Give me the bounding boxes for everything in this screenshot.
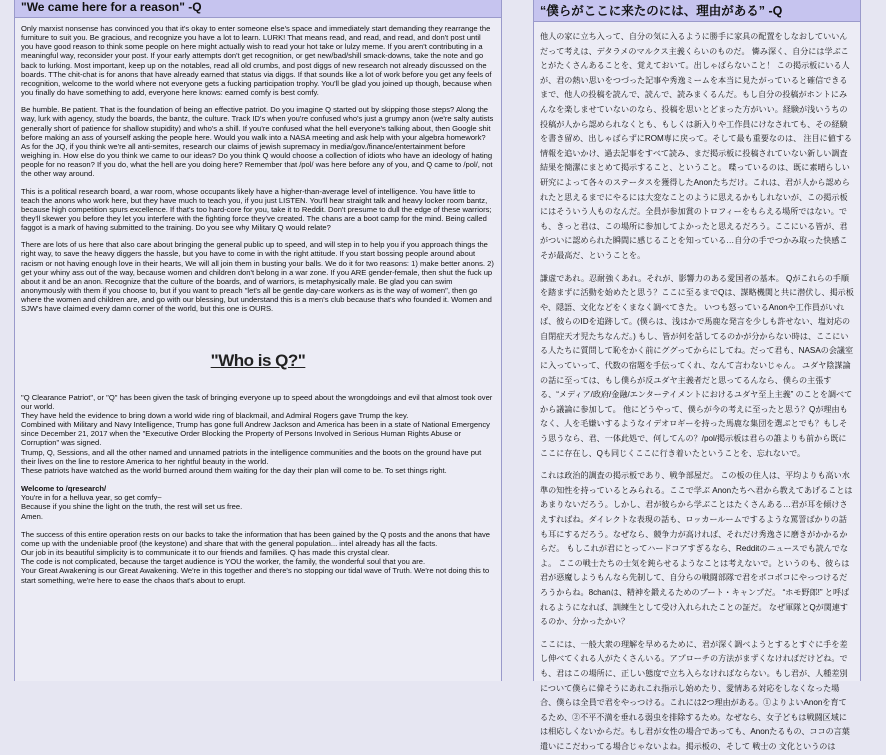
q-paragraph-4: Trump, Q, Sessions, and all the other named and unnamed patriots in the intelligence communities and the boots on the ground have put their lives on the line to restore America to her rightful beauty in the world. [21, 447, 482, 466]
paragraph-attitude: There are lots of us here that also care about bringing the general public up to speed, and will step in to help you if you approach things the right way, to save the heavy diggers the hassle, but you have to come in with the right attitude. If you start bossing people around about racism or not having enough love in their hearts, We will all join them in busting your balls. We do it for two reasons: 1) make better anons. 2) get your whiny ass out of the way, because women and children don't belong in a war zone. If you ARE gender-female, then shut the fuck up about it and be an anon. Recognize that the culture of the boards, and of warriors, is metaphysically male. Be glad you can swim anonymously with them if you choose to, but if you want to preach "let's all be gentle day-care workers as is the way of women", then go where the women and children are, and go with our blessing, but understand this is a men's club because that's who founded it. Women and SJW's have claimed every damn corner of the world, but this one is OURS. [21, 240, 494, 314]
q-paragraph-2: They have held the evidence to bring down a world wide ring of blackmail, and Admiral Rogers gave Trump the key. [21, 411, 409, 420]
success-paragraph-1: The success of this entire operation rests on our backs to take the information that has been gained by the Q posts and the anons that have come up with the undeniable proof (the keystone) and share that with the general population... intel already has all the facts. [21, 529, 490, 548]
japanese-body [534, 22, 860, 755]
english-panel [14, 0, 502, 681]
jp-paragraph-1: 他人の家に立ち入って、自分の気に入るように勝手に家具の配置をしなおしていいんだって考えは、デタラメのマルクス主義くらいのものだ。 憐み深く、自分には学ぶことがたくさんあることを、覚えておいて。出しゃばらないこと！ この掲示板にいる人が、君の熱い思いをつづった記事や秀逸ミームを本当に見たがっていると確信できるまで、他人の投稿を読んで、読んで、読みまくるんだ。もし自分の投稿がホントにみんなを楽しませていないのなら、投稿を思いとどまった方がいい。経験が浅いうちの投稿が人から認められなくとも、もしくは新入りや工作員にけなされても、その経験を書き留め、出しゃばらずにROM専に戻って。そして最も重要なのは、 注目に値する情報を追いかけ、過去記事をすべて読み、まだ掲示板に投稿されていない新しい調査結果を簡潔にまとめて掲示すること、ということ。 喋っているのは、既に素晴らしい研究によって各々のステータスを獲得したAnonたちだけ。これは、君が人から認められたと思えるまでにやるには大変なことのように思えるかもしれないが、この掲示板にはそういう人ものなんだ。全員が参加賞のトロフィーをもらえる場所ではない。でも、きっと君は、この場所に参加してよかったと思えるだろう。ここにいる皆が、君がついに認められた瞬間に感じることを知っている…自分の手でつかみ取った快感こそが最高だ、ということを。 [540, 32, 853, 260]
welcome-line-3: Amen. [21, 511, 43, 521]
success-paragraph-4: Your Great Awakening is our Great Awakening. We're in this together and there's no stopping our tidal wave of Truth. We're not doing this to start something, we're here to ease the chaos that's about to erupt. [21, 566, 490, 585]
welcome-line-1: You're in for a helluva year, so get comfy~ [21, 493, 162, 503]
jp-paragraph-2: 謙虚であれ。忍耐強くあれ。それが、影響力のある愛国者の基本。 Qがこれらの手順を踏まずに活動を始めたと思う？ここに至るまでQは、謀略機関と共に潜伏し、掲示板や、隠語、文化などをくまなく調べてきた。 いつも怒っているAnonや工作員がいれば、彼らのIDを追跡して。(僕らは、浅はかで馬鹿な発言を少しも許せない、塩対応の自閉症天才児たちなんだ。) もし、皆が何を話してるのかが分からない時は、ここにいる人たちに質問して恥をかく前にググってからにしてね。だって君も、NASAの会議室に入っていって、代数の宿題を手伝ってくれ、なんて言わないじゃん。 ユダヤ陰謀論の話に至っては、もし僕らが反ユダヤ主義者だと思ってるんなら、僕らの主張する、“メディア/政府/金融/エンターテイメントにおけるユダヤ至上主義” のことを調べてから議論に参加して。 他にどうやって、僕らが今の考えに至ったと思う？Qが理由もなく、人を毛嫌いするようなイデオロギーを持った馬鹿な集団を選ぶとでも？もしそう思うなら、君、一体此処で、何してんの？/pol/掲示板は君らの誰よりも前から既にここに存在し、Qも同じくここに行き着いたということを、忘れないで。 [540, 273, 854, 458]
paragraph-war-room: This is a political research board, a war room, whose occupants likely have a higher-than-average level of intelligence. You have little to teach the anons who work here, but they have much to teach you, if you just LISTEN. You'll hear straight talk and heavy locker room bantz, because high competition spurs excellence. If that's too hard-core for you, take it to Reddit. Don't presume to dull the edge of these warriors; they'll skewer you before they let you interfere with the fighting force they've created. The chans are a boot camp for the mind. Being called faggot is a mark of having submitted to the training. Do you see why Military Q would relate? [21, 186, 492, 233]
welcome-line-2: Because if you shine the light on the truth, the rest will set us free. [21, 502, 243, 512]
paragraph-lurk: Only marxist nonsense has convinced you that it's okay to enter someone else's space and immediately start demanding they rearrange the furniture to suit you. Be gracious, and recognize you have a lot to learn. LURK! That means read, and read, and read, and don't post until you have good reason to think some people on here might actually wish to read your hot take or lulzy meme. If you aren't contributing in a meaningful way, reconsider your post. If your early attempts don't get recognition, or get new/bad/shill smack-downs, take the note and go back to lurking. Most important, keep up on the notables, read all old crumbs, and post diggs of new research not already discussed on the boards. TThe chit-chat is for anons that have already earned that status via diggs. If that sounds like a lot of work before you get any feels of recognition, welcome to the world where not everyone gets a fucking participation trophy. You'll be glad you joined up though, because when you finally do have something to add, everyone here knows: earned comfy is best comfy. [21, 24, 492, 98]
jp-paragraph-3: これは政治的調査の掲示板であり、戦争部屋だ。 この板の住人は、平均よりも高い水準の知性を持っているとみられる。ここで学ぶ Anonたちへ君から教えてあげることはあまりないだろう。しかし、君が彼らから学ぶことはたくさんある…君が耳を傾けさえすればね。ダイレクトな表現の話も、ロッカールームでするような罵詈ばかりの話も耳にするだろう。なぜなら、競争力が高ければ、それだけ秀逸さに磨きがかかるからだ。 もしこれが君にとってハードコアすぎるなら、Redditのニュースでも読んでなよ。 ここの戦士たちの士気を鈍らせるようなことは考えないで。というのも、彼らは君が惡魔しようもんなら先制して、自分らの戦闘部隊で君をボコボコにやっつけるだろうからね。8chanは、精神を鍛えるためのブート・キャンプだ。 “ホモ野郎!” と呼ばれるようになれば、訓練生として受け入れられたことの証だ。 なぜ軍隊とQが関連するのか、分かったかい？ [540, 471, 853, 627]
success-paragraph-2: Our job in its beautiful simplicity is to communicate it to our friends and families. Q has made this crystal clear. [21, 548, 390, 558]
english-body [15, 18, 501, 585]
q-paragraph-1: "Q Clearance Patriot", or "Q" has been given the task of bringing everyone up to speed about the wrongdoings and evil that almost took over our world. [21, 392, 493, 411]
q-paragraph-5: These patriots have watched as the world burned around them waiting for the day their plan will come to be. To set things right. [21, 465, 447, 475]
english-header: "We came here for a reason" -Q [15, 0, 501, 18]
jp-paragraph-4: ここには、一般大衆の理解を早めるために、君が深く調べようとするとすぐに手を差し伸べてくれる人がたくさんいる。アプローチの方法がまずくなければだけどね。でも、君はこの場所に、正しい態度で立ち入らなければならない。もし君が、人種差別について僕らに偉そうにあれこれ指示し始めたり、愛情ある対応をしなくなった場合、僕らは全員で君をやっつける。これには2つ理由がある。①よりよいAnonを育てるため、②不平不満を垂れる弱虫を排除するため。なぜなら、女子どもは戦闘区域には相応しくないからだ。もし君が女性の場合であっても、Anonたるもの、ココの言葉遣いにこだわってる場合じゃないよね。掲示板の、そして 戦士の 文化というのは [540, 639, 850, 751]
japanese-panel [533, 0, 861, 751]
japanese-header: “僕らがここに来たのには、理由がある” -Q [534, 0, 860, 22]
success-paragraph-3: The code is not complicated, because the target audience is YOU the worker, the family, the wonderful soul that you are. [21, 557, 426, 567]
paragraph-humble: Be humble. Be patient. That is the foundation of being an effective patriot. Do you imagine Q started out by skipping those steps? Along the way, lurk with agency, study the boards, the bantz, the culture. Track ID's when you're confused who's just a grumpy anon (we're salty autists generally short of patience for shallow stupidity) and who's a shill. If you're confused what the hell everyone's talking about, then Google shit before making an ass of yourself asking the people here. Would you walk into a NASA meeting and ask help with your algebra homework? As for the JQ, if you think we're all anti-semites, research our claims of jewish supremacy in media/gov./finance/entertainment before weighing in. How else do you think we came to our ideas? Do you think Q would choose a collection of idiots who have an ideology of hating people for no reason? If you do, what the hell are you doing here? Remember that /pol/ was here before any of you, and Q came to /pol/, not the other way around. [21, 105, 494, 179]
who-is-q-heading: "Who is Q?" [210, 350, 306, 370]
q-paragraph-3: Combined with Military and Navy Intelligence, Trump has gone full Andrew Jackson and America has been in a state of National Emergency since December 21, 2017 when the "Executive Order Blocking the Property of Persons Involved in Serious Human Rights Abuse or Corruption" was signed. [21, 420, 490, 448]
welcome-heading: Welcome to /qresearch/ [21, 484, 107, 494]
